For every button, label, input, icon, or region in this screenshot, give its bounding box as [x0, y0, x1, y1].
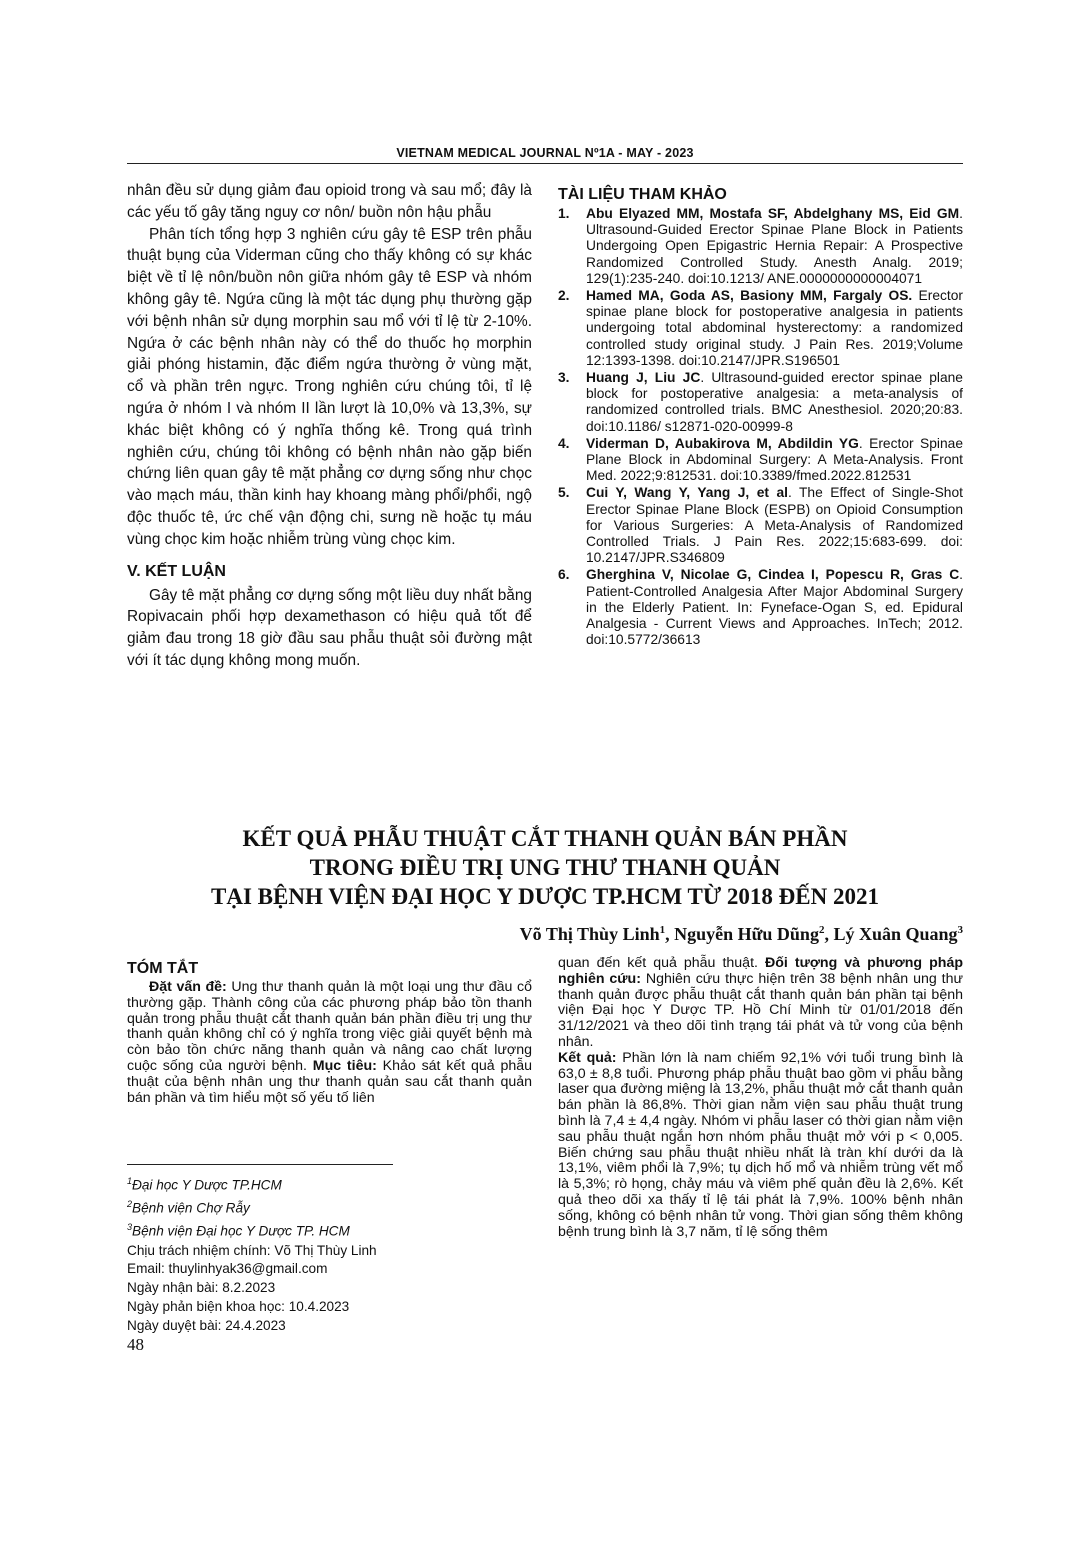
reference-item	[558, 206, 963, 287]
affiliation-mark: 2	[127, 1199, 133, 1210]
section-heading-conclusion: V. KẾT LUẬN	[127, 562, 226, 580]
author-separator: ,	[824, 924, 834, 944]
reference-authors: Huang J, Liu JC	[586, 370, 701, 386]
date-approved: Ngày duyệt bài: 24.4.2023	[127, 1317, 286, 1333]
running-header: VIETNAM MEDICAL JOURNAL Nº1A - MAY - 2023	[396, 146, 694, 160]
abstract-left-column	[127, 960, 532, 1106]
reference-item	[558, 370, 963, 435]
affiliation-mark: 1	[127, 1176, 133, 1186]
reference-authors: Gherghina V, Nicolae G, Cindea I, Popescu R, Gras C	[586, 567, 960, 583]
abstract-label-background: Đặt vấn đề:	[149, 979, 227, 995]
footnotes	[127, 1172, 532, 1335]
reference-authors: Hamed MA, Goda AS, Basiony MM, Fargaly OS.	[586, 288, 913, 304]
abstract-text: Ung thư thanh quản là một loại ung thư đầu cổ thường gặp. Thành công của các phương pháp bảo tồn thanh quản trong phẫu thuật cắt thanh quản bán phần điều trị ung thư thanh quản không chỉ có ý nghĩa trong việc giải quyết bệnh mà còn bảo tồn chức năng thanh quản và nâng cao chất lượng cuộc sống của người bệnh.	[127, 979, 532, 1074]
abstract-label-results: Kết quả:	[558, 1049, 617, 1066]
affiliation-text: Bệnh viện Chợ Rẫy	[132, 1200, 250, 1216]
reference-item	[558, 567, 963, 648]
reference-authors: Cui Y, Wang Y, Yang J, et al	[586, 485, 788, 501]
abstract-label-methods: Đối tượng và phương pháp nghiên cứu:	[558, 955, 964, 987]
reference-body	[586, 206, 963, 287]
abstract-paragraph-results	[558, 1051, 963, 1241]
article-authors	[520, 924, 963, 945]
paragraph-continued: nhân đều sử dụng giảm đau opioid trong và sau mổ; đây là các yếu tố gây tăng nguy cơ nôn/ buồn nôn hậu phẫu	[127, 182, 532, 221]
abstract-paragraph	[127, 980, 532, 1106]
references-column	[558, 186, 963, 649]
email: Email: thuylinhyak36@gmail.com	[127, 1261, 328, 1277]
reference-body	[586, 567, 963, 648]
reference-body	[586, 288, 963, 369]
abstract-text: quan đến kết quả phẫu thuật.	[558, 955, 765, 971]
affiliation-mark: 3	[127, 1222, 133, 1233]
footnote-rule	[127, 1164, 393, 1165]
reference-body	[586, 370, 963, 435]
page-number: 48	[127, 1335, 144, 1354]
abstract-heading: TÓM TẮT	[127, 960, 199, 977]
reference-number: 3.	[558, 370, 570, 386]
reference-number: 2.	[558, 288, 570, 304]
author-separator: ,	[665, 924, 675, 944]
reference-number: 5.	[558, 485, 570, 501]
reference-item	[558, 288, 963, 369]
reference-authors: Viderman D, Aubakirova M, Abdildin YG	[586, 435, 859, 451]
article-title-line: KẾT QUẢ PHẪU THUẬT CẮT THANH QUẢN BÁN PHẦN	[242, 826, 848, 851]
abstract-right-column	[558, 956, 963, 1240]
reference-body	[586, 485, 963, 566]
date-reviewed: Ngày phản biện khoa học: 10.4.2023	[127, 1298, 350, 1314]
paragraph-discussion: Phân tích tổng hợp 3 nghiên cứu gây tê ESP trên phẫu thuật bụng của Viderman cũng cho thấy không có sự khác biệt về tỉ lệ nôn/buồn nôn giữa nhóm gây tê ESP và nhóm không gây tê. Ngứa cũng là một tác dụng phụ thường gặp với bệnh nhân sử dụng morphin sau mổ với tỉ lệ từ 2-10%. Ngứa ở các bệnh nhân này có thể do thuốc họ morphin giải phóng histamin, đặc điểm ngứa thường ở vùng mặt, cổ và phần trên ngực. Trong nghiên cứu chúng tôi, tỉ lệ ngứa ở nhóm I và nhóm II lần lượt là 10,0% và 13,3%, sự khác biệt không có ý nghĩa thống kê. Trong quá trình nghiên cứu, chúng tôi không có bệnh nhân nào gặp biến chứng liên quan gây tê mặt phẳng cơ dựng sống như chọc vào mạch máu, thần kinh hay khoang màng phổi/phổi, ngộ độc thuốc tê, ức chế vận động chi, sưng nề hoặc tụ máu vùng chọc kim hoặc nhiễm trùng vùng chọc kim.	[127, 225, 532, 548]
reference-text: Erector spinae plane block for postoperative analgesia in patients undergoing total abdominal hysterectomy: a randomized controlled study original study. J Pain Res. 2019;Volume 12:1393-1398. doi:10.2147/JPR.S196501	[586, 288, 963, 368]
corresponding-author: Chịu trách nhiệm chính: Võ Thị Thùy Linh	[127, 1242, 377, 1258]
references-heading: TÀI LIỆU THAM KHẢO	[558, 186, 727, 203]
abstract-text: Nghiên cứu thực hiện trên 38 bệnh nhân ung thư thanh quản được phẫu thuật cắt thanh quản bán phần tại bệnh viện Đại học Y Dược TP. Hồ Chí Minh từ 01/01/2018 đến 31/12/2021 và theo dõi tình trạng tái phát và tử vong của bệnh nhân.	[558, 970, 963, 1050]
affiliation-2	[127, 1195, 532, 1218]
abstract-text: Khảo sát kết quả phẫu thuật của bệnh nhân ung thư thanh quản sau cắt thanh quản bán phần và tìm hiểu một số yếu tố liên	[127, 1057, 533, 1106]
author-affiliation-mark: 2	[818, 924, 825, 936]
paragraph-conclusion: Gây tê mặt phẳng cơ dựng sống một liều duy nhất bằng Ropivacain phối hợp dexamethason có hiệu quả tốt để giảm đau trong 18 giờ đầu sau phẫu thuật sỏi đường mật với ít tác dụng không mong muốn.	[127, 586, 532, 669]
abstract-label-objective: Mục tiêu:	[312, 1057, 377, 1074]
affiliation-text: Bệnh viện Đại học Y Dược TP. HCM	[132, 1224, 350, 1239]
reference-text: . Patient-Controlled Analgesia After Major Abdominal Surgery in the Elderly Patient. In: Fyneface-Ogan S, ed. Epidural Analgesia - Current Views and Approaches. InTech; 2012. doi:10.5772/36613	[586, 567, 963, 648]
author-name: Nguyễn Hữu Dũng	[674, 924, 819, 944]
date-received: Ngày nhận bài: 8.2.2023	[127, 1280, 276, 1296]
reference-list	[558, 206, 963, 648]
author-affiliation-mark: 1	[659, 924, 666, 936]
reference-number: 4.	[558, 435, 570, 451]
article-title-line: TRONG ĐIỀU TRỊ UNG THƯ THANH QUẢN	[309, 855, 781, 880]
reference-text: . Ultrasound-guided erector spinae plane block for postoperative analgesia: a meta-analysis of randomized controlled trials. BMC Anesthesiol. 2020;20:83. doi:10.1186/ s12871-020-00999-8	[586, 370, 963, 434]
affiliation-1	[127, 1172, 532, 1195]
reference-number: 6.	[558, 567, 570, 583]
author-name: Lý Xuân Quang	[833, 924, 958, 944]
reference-text: . Ultrasound-Guided Erector Spinae Plane Block in Patients Undergoing Open Epigastric Hernia Repair: A Prospective Randomized Controlled Study. Anesth Analg. 2019; 129(1):235-240. doi:10.1213/ ANE.0000000000004071	[586, 206, 963, 286]
author-name: Võ Thị Thùy Linh	[519, 924, 660, 944]
abstract-paragraph-continued	[558, 956, 963, 1051]
affiliation-text: Đại học Y Dược TP.HCM	[132, 1177, 282, 1193]
reference-item	[558, 485, 963, 566]
reference-body	[586, 436, 963, 485]
left-column-top	[127, 180, 532, 672]
article-title-line: TẠI BỆNH VIỆN ĐẠI HỌC Y DƯỢC TP.HCM TỪ 2018 ĐẾN 2021	[211, 884, 879, 909]
header-rule	[127, 163, 963, 164]
affiliation-3	[127, 1218, 532, 1241]
reference-authors: Abu Elyazed MM, Mostafa SF, Abdelghany MS, Eid GM	[586, 206, 960, 221]
abstract-text: Phần lớn là nam chiếm 92,1% với tuổi trung bình là 63,0 ± 8,8 tuổi. Phương pháp phẫu thuật bao gồm vi phẫu bằng laser qua đường miệng là 13,2%, phẫu thuật mở cắt thanh quản bán phần là 86,8%. Thời gian nằm viện sau phẫu thuật trung bình là 7,4 ± 4,4 ngày. Nhóm vi phẫu laser có thời gian nằm viện sau phẫu thuật ngắn hơn nhóm phẫu thuật mở với p < 0,005. Biến chứng sau phẫu thuật nhiều nhất là tràn khí dưới da là 13,1%, viêm phổi là 7,9%; tụ dịch hố mổ và nhiễm trùng vết mổ là 5,3%; rò họng, chảy máu và viêm phế quản đều là 2,6%. Kết quả theo dõi xa thấy tỉ lệ tái phát là 7,9%. 100% bệnh nhân sống, không có bệnh nhân tử vong. Thời gian sống thêm không bệnh trung bình là 3,7 năm, tỉ lệ sống thêm	[558, 1049, 963, 1240]
author-affiliation-mark: 3	[957, 924, 963, 936]
reference-text: . The Effect of Single-Shot Erector Spinae Plane Block (ESPB) on Opioid Consumption for Various Surgeries: A Meta-Analysis of Randomized Controlled Trials. J Pain Res. 2022;15:683-699. doi: 10.2147/JPR.S346809	[586, 485, 963, 566]
reference-text: . Erector Spinae Plane Block in Abdominal Surgery: A Meta-Analysis. Front Med. 2022;9:812531. doi:10.3389/fmed.2022.812531	[586, 435, 963, 484]
article-title	[127, 824, 963, 911]
reference-number: 1.	[558, 206, 570, 221]
reference-item	[558, 436, 963, 485]
